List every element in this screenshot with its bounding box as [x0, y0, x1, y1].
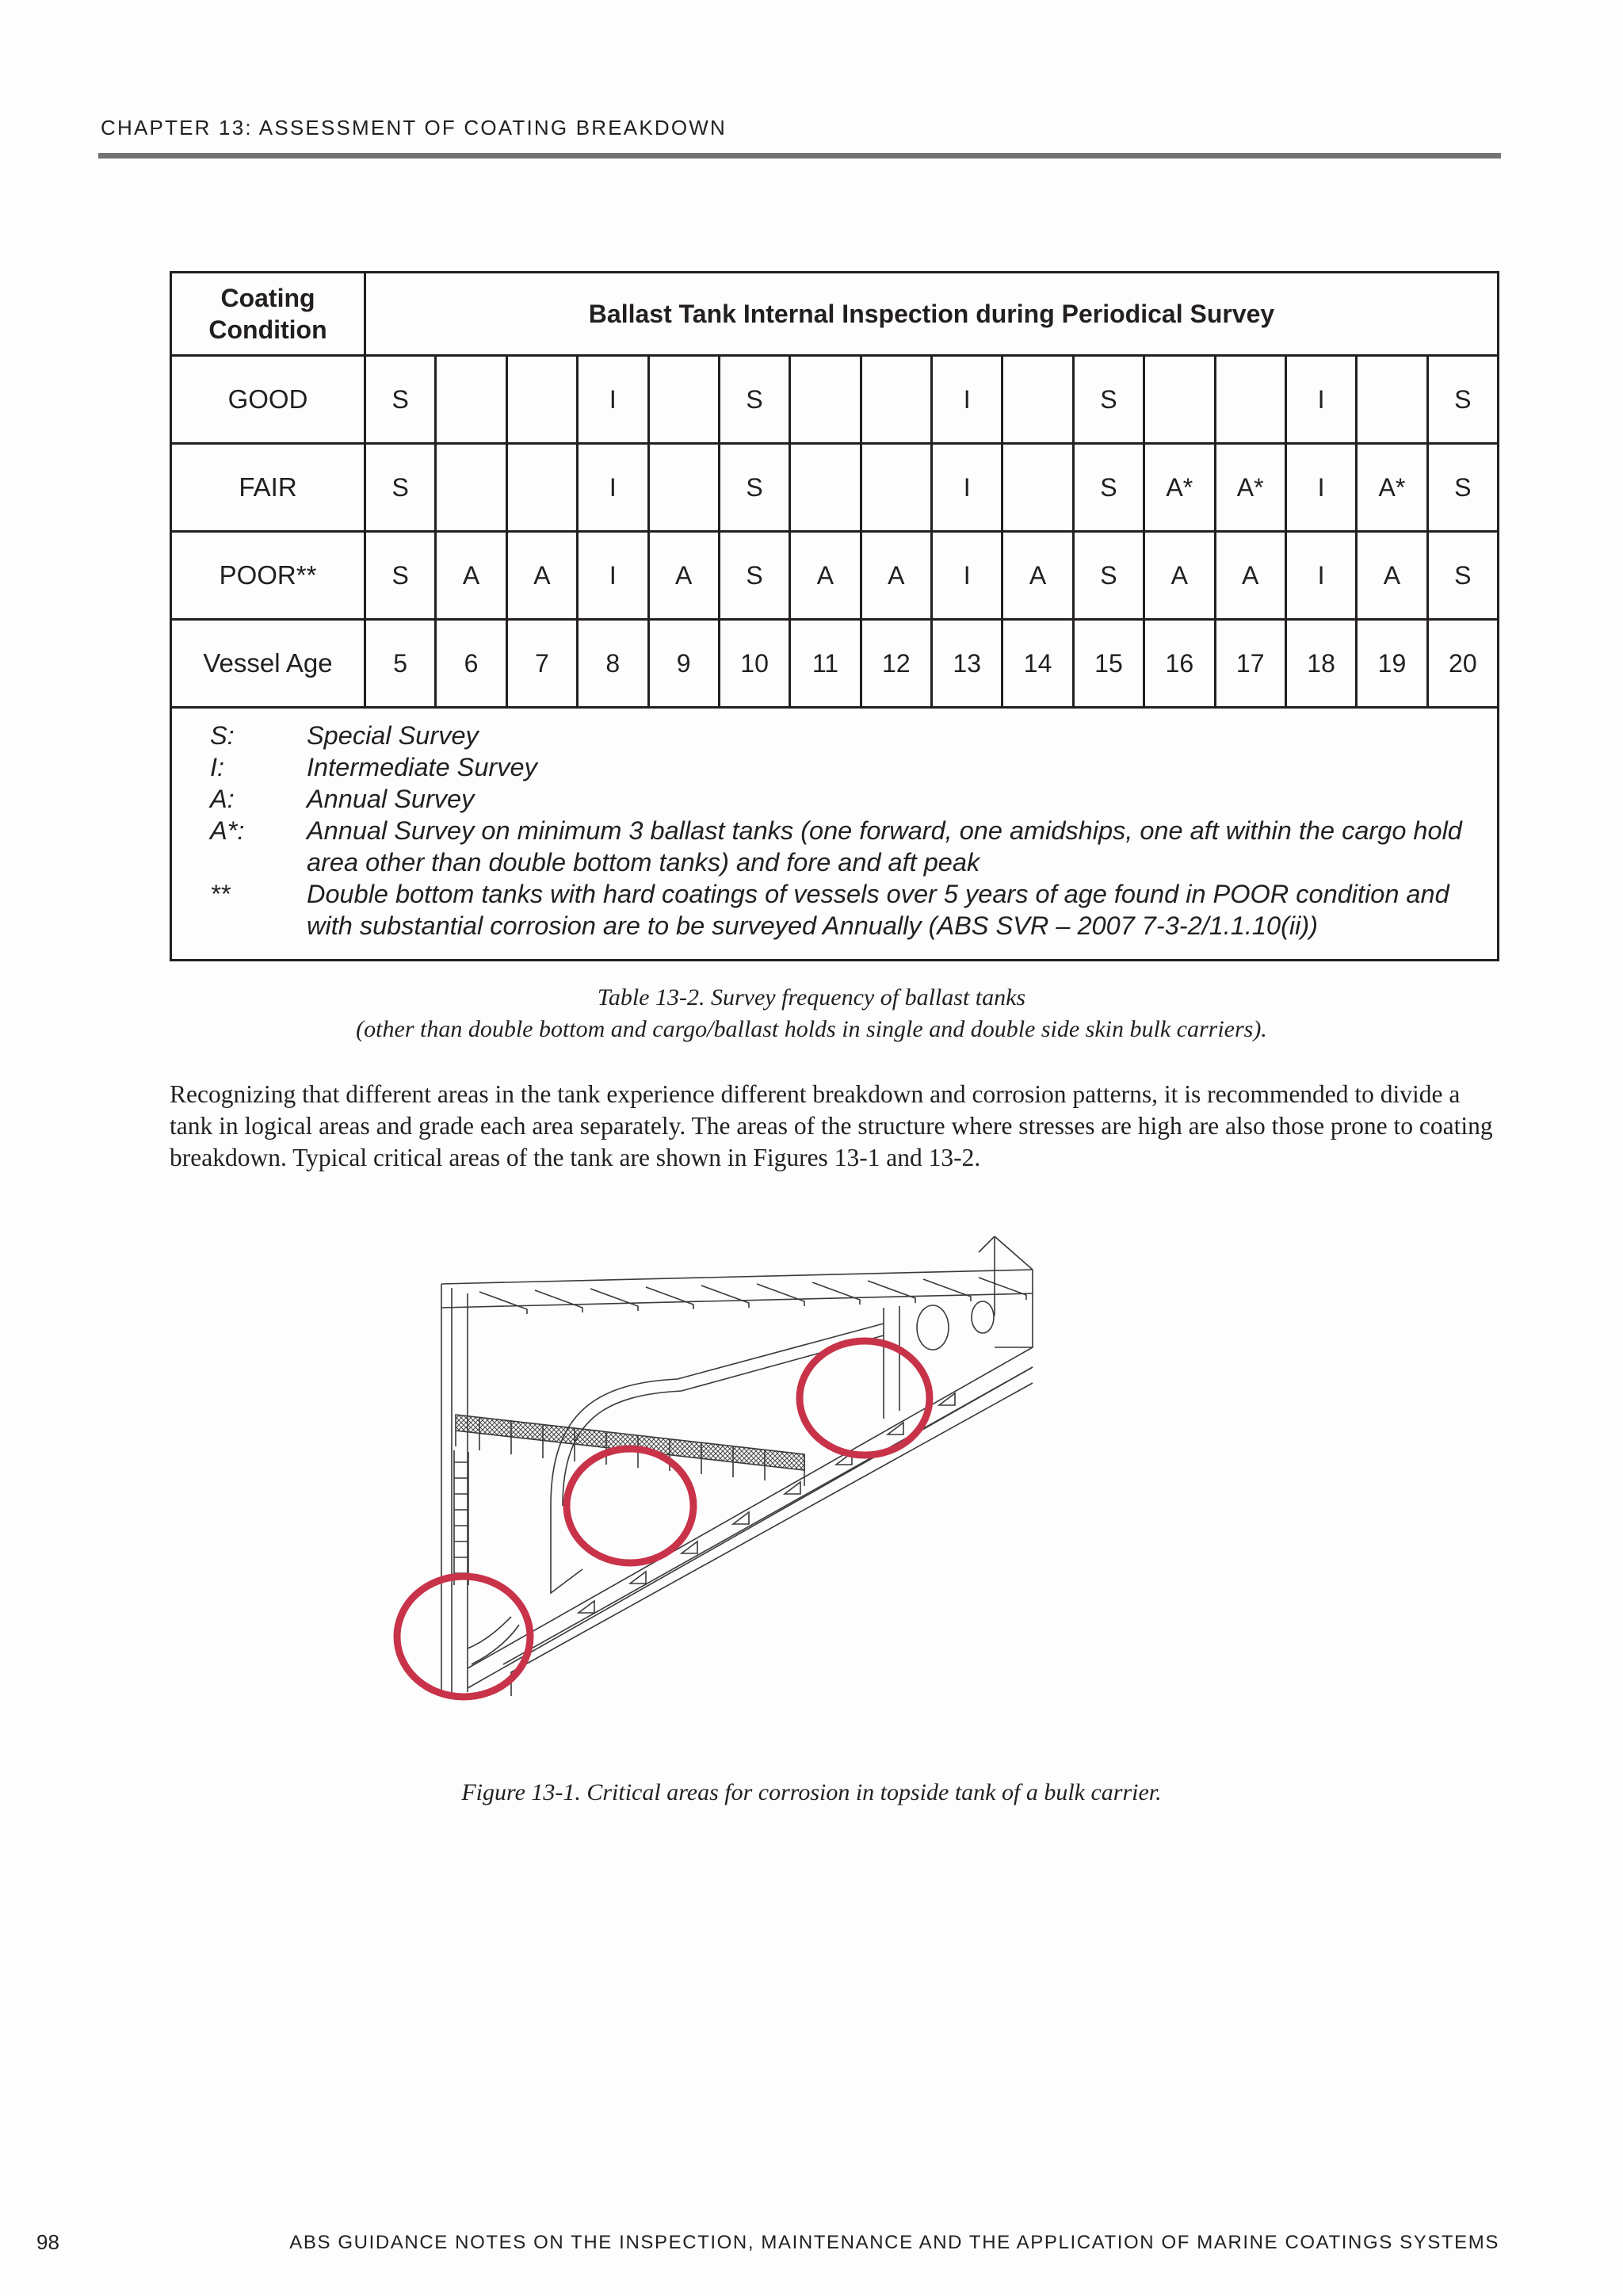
critical-area-circle: [800, 1341, 930, 1455]
table-cell: I: [932, 356, 1002, 444]
legend-key: A*:: [210, 816, 245, 845]
table-cell: A*: [1144, 444, 1215, 532]
table-cell: [1144, 356, 1215, 444]
table-cell: [506, 356, 577, 444]
row-label: GOOD: [171, 356, 365, 444]
legend-text: Annual Survey: [307, 785, 475, 813]
table-cell: S: [719, 532, 789, 620]
table-cell: A: [1144, 532, 1215, 620]
header-rule: [98, 153, 1501, 159]
table-cell: A: [436, 532, 506, 620]
table-caption-line1: Table 13-2. Survey frequency of ballast tanks: [597, 984, 1026, 1010]
table-cell: I: [1285, 356, 1356, 444]
legend-text: Annual Survey on minimum 3 ballast tanks (one forward, one amidships, one aft within the cargo hold area other than double bottom tanks) and fore and aft peak: [307, 816, 1462, 877]
row-label: Vessel Age: [171, 620, 365, 708]
table-cell: 14: [1002, 620, 1073, 708]
table-cell: S: [365, 444, 436, 532]
table-row: [171, 620, 1499, 708]
table-cell: [506, 444, 577, 532]
table-cell: S: [365, 532, 436, 620]
table-row: [171, 444, 1499, 532]
table-cell: 12: [861, 620, 931, 708]
table-cell: S: [1427, 532, 1498, 620]
table-cell: [1002, 356, 1073, 444]
table-cell: [648, 444, 719, 532]
table-cell: I: [932, 444, 1002, 532]
table-cell: 10: [719, 620, 789, 708]
legend-item: [172, 878, 1497, 942]
table-cell: A: [648, 532, 719, 620]
table-cell: A: [1215, 532, 1285, 620]
table-cell: A: [1002, 532, 1073, 620]
legend-key: S:: [210, 721, 235, 750]
table-cell: S: [365, 356, 436, 444]
table-row: [171, 356, 1499, 444]
figure-caption: Figure 13-1. Critical areas for corrosion in topside tank of a bulk carrier.: [461, 1779, 1162, 1805]
legend-text: Special Survey: [307, 721, 479, 750]
table-cell: A: [790, 532, 861, 620]
table-cell: 11: [790, 620, 861, 708]
table-header-row: [171, 273, 1499, 356]
table-cell: S: [1073, 444, 1144, 532]
table-row: [171, 532, 1499, 620]
table-cell: 7: [506, 620, 577, 708]
legend-list: [172, 720, 1497, 942]
row-label: POOR**: [171, 532, 365, 620]
table-cell: 8: [578, 620, 648, 708]
topside-tank-figure: [392, 1221, 1272, 1712]
table-cell: [790, 444, 861, 532]
table-cell: [1215, 356, 1285, 444]
coating-condition-header: [171, 273, 365, 356]
table-cell: [790, 356, 861, 444]
survey-frequency-table: [170, 271, 1499, 961]
table-cell: S: [1427, 444, 1498, 532]
table-cell: 13: [932, 620, 1002, 708]
table-cell: [861, 444, 931, 532]
table-cell: 16: [1144, 620, 1215, 708]
table-cell: [436, 356, 506, 444]
ballast-tank-inspection-header: Ballast Tank Internal Inspection during Periodical Survey: [365, 273, 1499, 356]
legend-key: A:: [210, 785, 235, 813]
table-cell: 19: [1357, 620, 1427, 708]
legend-cell: [171, 708, 1499, 961]
table-cell: A*: [1215, 444, 1285, 532]
legend-text: Intermediate Survey: [307, 753, 537, 781]
chapter-header: CHAPTER 13: ASSESSMENT OF COATING BREAKDOWN: [101, 116, 727, 139]
legend-item: [172, 720, 1497, 751]
critical-area-circle: [567, 1449, 693, 1563]
table-caption-line2: (other than double bottom and cargo/ballast holds in single and double side skin bulk carriers).: [356, 1016, 1267, 1042]
table-cell: [1357, 356, 1427, 444]
table-cell: S: [1427, 356, 1498, 444]
legend-row: [171, 708, 1499, 961]
table-cell: A: [506, 532, 577, 620]
row-label: FAIR: [171, 444, 365, 532]
table-cell: A: [861, 532, 931, 620]
table-cell: [861, 356, 931, 444]
coating-condition-header-line2: Condition: [208, 315, 327, 344]
table-cell: A: [1357, 532, 1427, 620]
table-cell: 17: [1215, 620, 1285, 708]
table-cell: I: [578, 444, 648, 532]
table-cell: I: [1285, 444, 1356, 532]
page-number: 98: [36, 2230, 59, 2254]
table-cell: I: [1285, 532, 1356, 620]
legend-key: I:: [210, 753, 225, 781]
legend-item: [172, 815, 1497, 878]
table-cell: 20: [1427, 620, 1498, 708]
legend-item: [172, 783, 1497, 815]
table-cell: I: [578, 356, 648, 444]
table-cell: [1002, 444, 1073, 532]
table-cell: 18: [1285, 620, 1356, 708]
footer-title: ABS GUIDANCE NOTES ON THE INSPECTION, MAINTENANCE AND THE APPLICATION OF MARINE COATINGS SYSTEMS: [289, 2232, 1499, 2253]
body-paragraph: Recognizing that different areas in the tank experience different breakdown and corrosion patterns, it is recommended to divide a tank in logical areas and grade each area separately. The areas of the structure where stresses are high are also those prone to coating breakdown. Typical critical areas of the tank are shown in Figures 13-1 and 13-2.: [170, 1080, 1493, 1171]
table-cell: 5: [365, 620, 436, 708]
table-cell: A*: [1357, 444, 1427, 532]
coating-condition-header-line1: Coating: [220, 284, 315, 312]
table-cell: S: [1073, 532, 1144, 620]
table-cell: S: [1073, 356, 1144, 444]
legend-text: Double bottom tanks with hard coatings of vessels over 5 years of age found in POOR condition and with substantial corrosion are to be surveyed Annually (ABS SVR – 2007 7-3-2/1.1.10(ii)): [307, 880, 1449, 940]
table-cell: 6: [436, 620, 506, 708]
table-cell: I: [578, 532, 648, 620]
table-cell: I: [932, 532, 1002, 620]
legend-item: [172, 751, 1497, 783]
table-cell: 15: [1073, 620, 1144, 708]
table-cell: S: [719, 356, 789, 444]
table-cell: S: [719, 444, 789, 532]
table-cell: [436, 444, 506, 532]
legend-key: **: [210, 880, 231, 908]
table-cell: 9: [648, 620, 719, 708]
table-cell: [648, 356, 719, 444]
